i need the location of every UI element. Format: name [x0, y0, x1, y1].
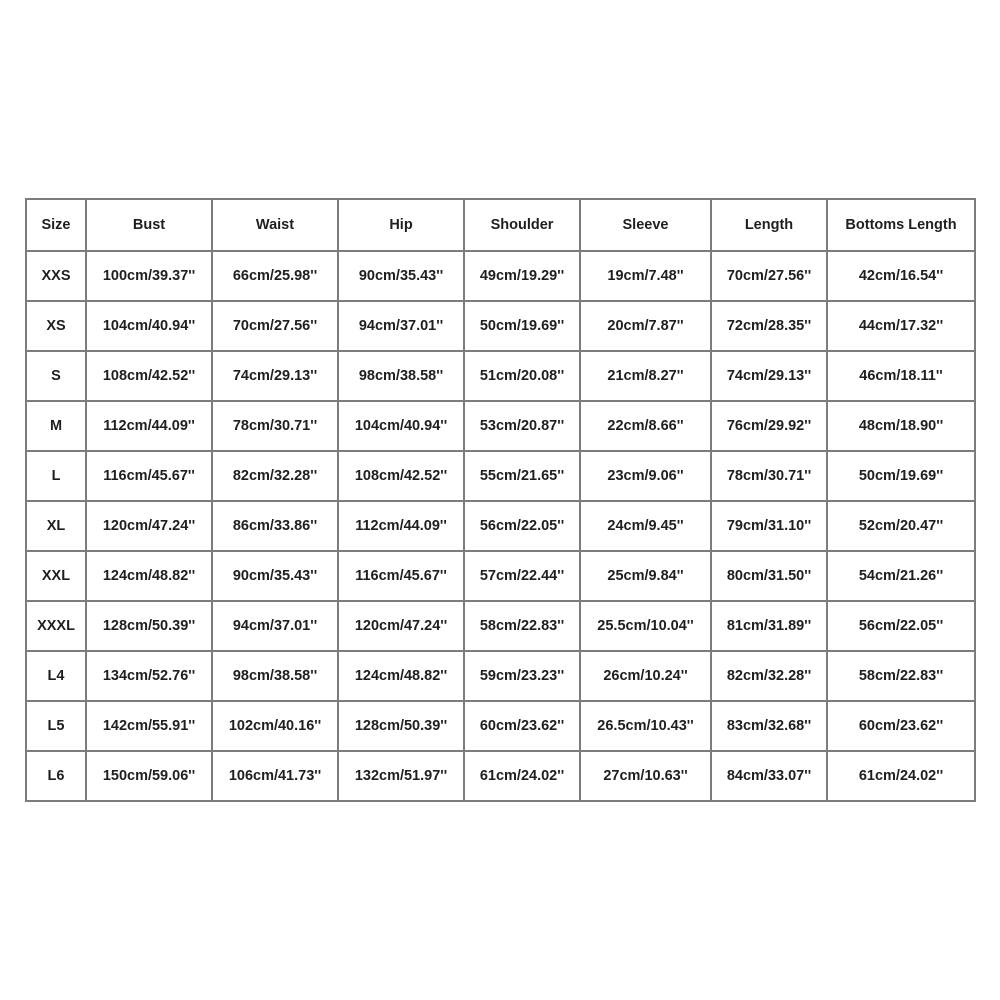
measurement-cell: 55cm/21.65'' — [464, 451, 580, 501]
size-label-cell: XXXL — [26, 601, 86, 651]
measurement-cell: 150cm/59.06'' — [86, 751, 212, 801]
size-label-cell: L5 — [26, 701, 86, 751]
measurement-cell: 132cm/51.97'' — [338, 751, 464, 801]
measurement-cell: 104cm/40.94'' — [86, 301, 212, 351]
measurement-cell: 112cm/44.09'' — [86, 401, 212, 451]
measurement-cell: 20cm/7.87'' — [580, 301, 711, 351]
measurement-cell: 86cm/33.86'' — [212, 501, 338, 551]
measurement-cell: 104cm/40.94'' — [338, 401, 464, 451]
measurement-cell: 128cm/50.39'' — [338, 701, 464, 751]
size-chart-table — [25, 198, 976, 802]
measurement-cell: 46cm/18.11'' — [827, 351, 975, 401]
measurement-cell: 94cm/37.01'' — [212, 601, 338, 651]
measurement-cell: 134cm/52.76'' — [86, 651, 212, 701]
measurement-cell: 74cm/29.13'' — [212, 351, 338, 401]
table-row — [26, 301, 975, 351]
size-label-cell: M — [26, 401, 86, 451]
measurement-cell: 78cm/30.71'' — [212, 401, 338, 451]
measurement-cell: 25.5cm/10.04'' — [580, 601, 711, 651]
table-row — [26, 601, 975, 651]
measurement-cell: 78cm/30.71'' — [711, 451, 827, 501]
measurement-cell: 102cm/40.16'' — [212, 701, 338, 751]
measurement-cell: 112cm/44.09'' — [338, 501, 464, 551]
measurement-cell: 108cm/42.52'' — [338, 451, 464, 501]
measurement-cell: 70cm/27.56'' — [711, 251, 827, 301]
column-header-length: Length — [711, 199, 827, 251]
table-row — [26, 551, 975, 601]
measurement-cell: 25cm/9.84'' — [580, 551, 711, 601]
measurement-cell: 24cm/9.45'' — [580, 501, 711, 551]
measurement-cell: 90cm/35.43'' — [212, 551, 338, 601]
measurement-cell: 66cm/25.98'' — [212, 251, 338, 301]
measurement-cell: 57cm/22.44'' — [464, 551, 580, 601]
measurement-cell: 108cm/42.52'' — [86, 351, 212, 401]
column-header-sleeve: Sleeve — [580, 199, 711, 251]
size-label-cell: XXL — [26, 551, 86, 601]
measurement-cell: 76cm/29.92'' — [711, 401, 827, 451]
table-row — [26, 251, 975, 301]
measurement-cell: 84cm/33.07'' — [711, 751, 827, 801]
measurement-cell: 26.5cm/10.43'' — [580, 701, 711, 751]
measurement-cell: 81cm/31.89'' — [711, 601, 827, 651]
measurement-cell: 44cm/17.32'' — [827, 301, 975, 351]
measurement-cell: 72cm/28.35'' — [711, 301, 827, 351]
measurement-cell: 52cm/20.47'' — [827, 501, 975, 551]
measurement-cell: 83cm/32.68'' — [711, 701, 827, 751]
measurement-cell: 120cm/47.24'' — [338, 601, 464, 651]
measurement-cell: 70cm/27.56'' — [212, 301, 338, 351]
measurement-cell: 49cm/19.29'' — [464, 251, 580, 301]
measurement-cell: 98cm/38.58'' — [212, 651, 338, 701]
measurement-cell: 19cm/7.48'' — [580, 251, 711, 301]
measurement-cell: 98cm/38.58'' — [338, 351, 464, 401]
measurement-cell: 22cm/8.66'' — [580, 401, 711, 451]
size-label-cell: XS — [26, 301, 86, 351]
table-row — [26, 701, 975, 751]
table-row — [26, 401, 975, 451]
measurement-cell: 124cm/48.82'' — [86, 551, 212, 601]
measurement-cell: 142cm/55.91'' — [86, 701, 212, 751]
measurement-cell: 61cm/24.02'' — [827, 751, 975, 801]
measurement-cell: 82cm/32.28'' — [212, 451, 338, 501]
size-label-cell: L6 — [26, 751, 86, 801]
measurement-cell: 23cm/9.06'' — [580, 451, 711, 501]
table-row — [26, 501, 975, 551]
measurement-cell: 50cm/19.69'' — [827, 451, 975, 501]
measurement-cell: 79cm/31.10'' — [711, 501, 827, 551]
table-row — [26, 651, 975, 701]
table-row — [26, 451, 975, 501]
measurement-cell: 26cm/10.24'' — [580, 651, 711, 701]
measurement-cell: 54cm/21.26'' — [827, 551, 975, 601]
measurement-cell: 94cm/37.01'' — [338, 301, 464, 351]
measurement-cell: 21cm/8.27'' — [580, 351, 711, 401]
table-row — [26, 351, 975, 401]
column-header-bottoms-length: Bottoms Length — [827, 199, 975, 251]
measurement-cell: 124cm/48.82'' — [338, 651, 464, 701]
size-label-cell: XXS — [26, 251, 86, 301]
table-body — [26, 251, 975, 801]
measurement-cell: 42cm/16.54'' — [827, 251, 975, 301]
column-header-bust: Bust — [86, 199, 212, 251]
measurement-cell: 58cm/22.83'' — [464, 601, 580, 651]
measurement-cell: 61cm/24.02'' — [464, 751, 580, 801]
measurement-cell: 48cm/18.90'' — [827, 401, 975, 451]
measurement-cell: 27cm/10.63'' — [580, 751, 711, 801]
size-label-cell: L4 — [26, 651, 86, 701]
measurement-cell: 56cm/22.05'' — [464, 501, 580, 551]
measurement-cell: 120cm/47.24'' — [86, 501, 212, 551]
column-header-hip: Hip — [338, 199, 464, 251]
measurement-cell: 80cm/31.50'' — [711, 551, 827, 601]
measurement-cell: 56cm/22.05'' — [827, 601, 975, 651]
size-label-cell: S — [26, 351, 86, 401]
measurement-cell: 106cm/41.73'' — [212, 751, 338, 801]
measurement-cell: 50cm/19.69'' — [464, 301, 580, 351]
measurement-cell: 58cm/22.83'' — [827, 651, 975, 701]
measurement-cell: 59cm/23.23'' — [464, 651, 580, 701]
column-header-waist: Waist — [212, 199, 338, 251]
column-header-shoulder: Shoulder — [464, 199, 580, 251]
measurement-cell: 90cm/35.43'' — [338, 251, 464, 301]
table-header — [26, 199, 975, 251]
measurement-cell: 60cm/23.62'' — [827, 701, 975, 751]
measurement-cell: 74cm/29.13'' — [711, 351, 827, 401]
measurement-cell: 60cm/23.62'' — [464, 701, 580, 751]
measurement-cell: 82cm/32.28'' — [711, 651, 827, 701]
measurement-cell: 100cm/39.37'' — [86, 251, 212, 301]
measurement-cell: 116cm/45.67'' — [86, 451, 212, 501]
size-label-cell: L — [26, 451, 86, 501]
table-row — [26, 751, 975, 801]
size-label-cell: XL — [26, 501, 86, 551]
header-row — [26, 199, 975, 251]
column-header-size: Size — [26, 199, 86, 251]
measurement-cell: 128cm/50.39'' — [86, 601, 212, 651]
measurement-cell: 116cm/45.67'' — [338, 551, 464, 601]
measurement-cell: 53cm/20.87'' — [464, 401, 580, 451]
measurement-cell: 51cm/20.08'' — [464, 351, 580, 401]
